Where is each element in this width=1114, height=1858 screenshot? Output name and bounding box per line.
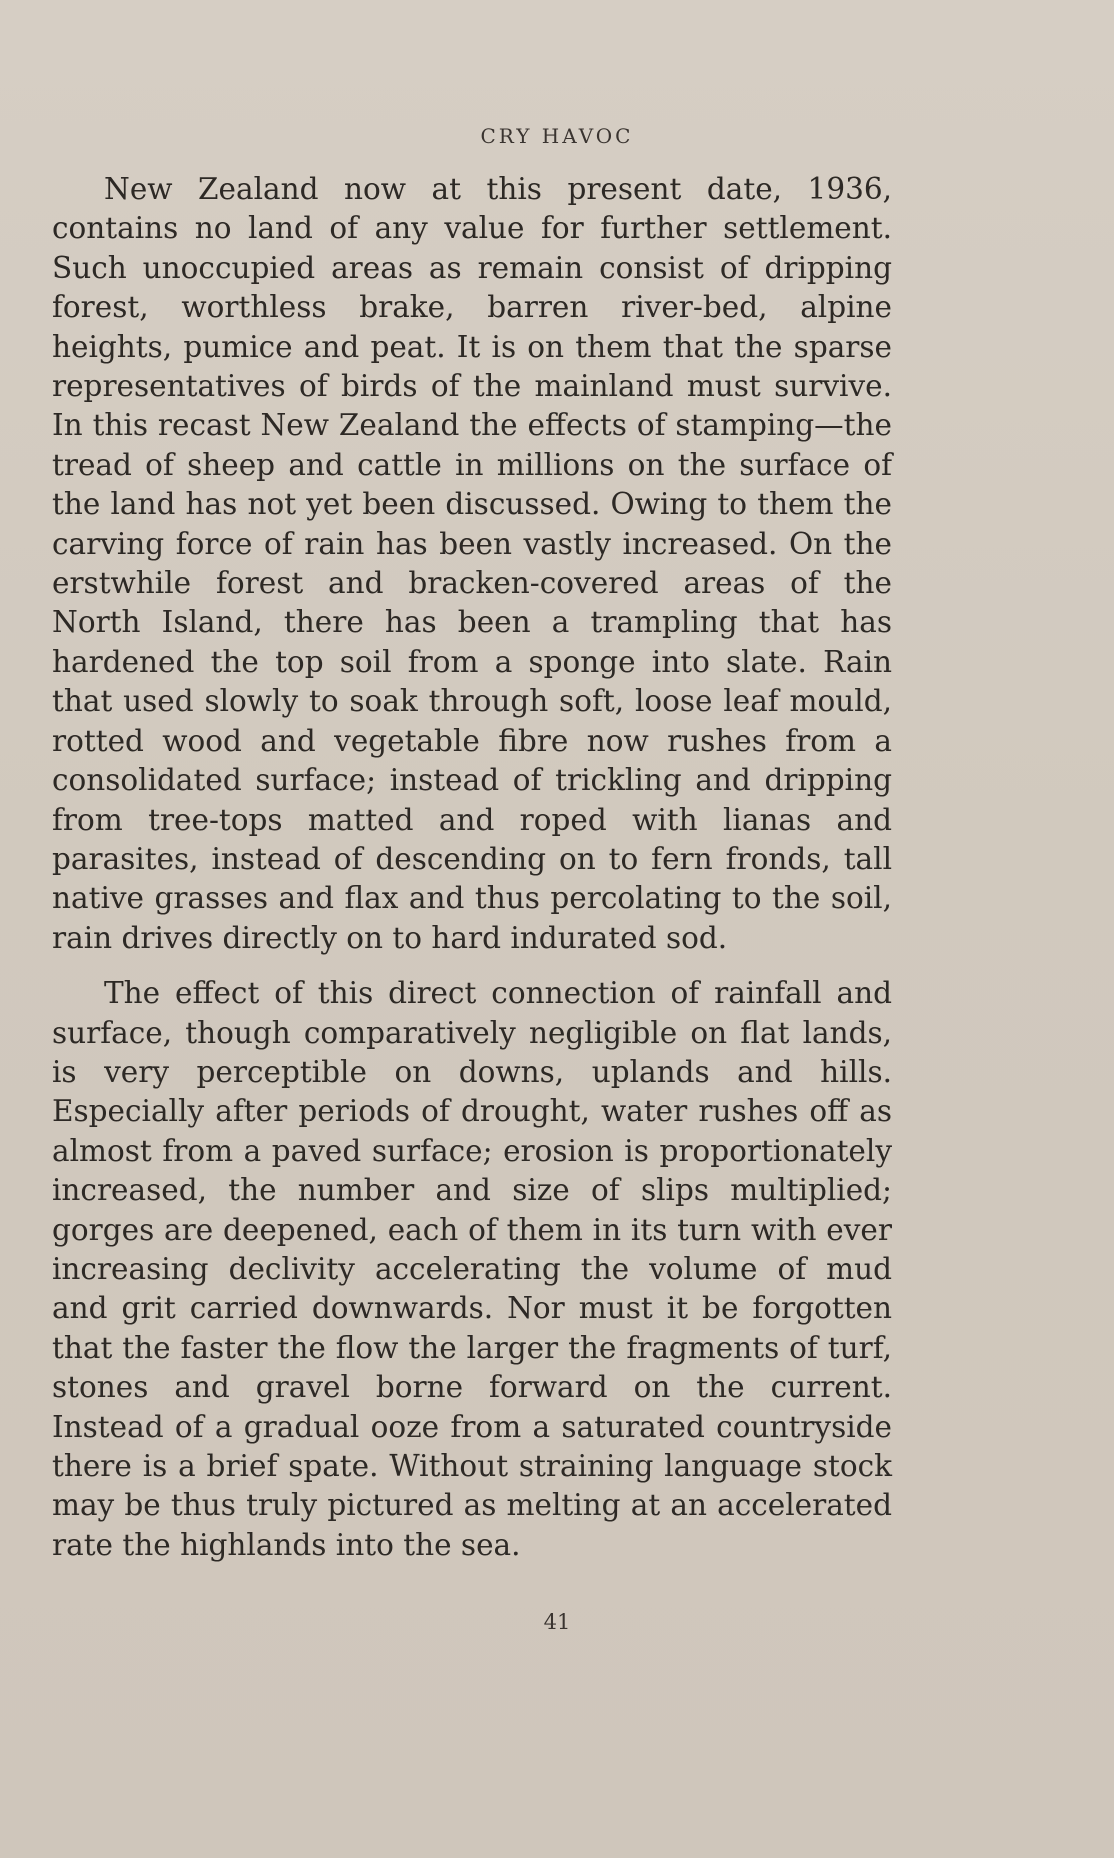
page-number: 41	[543, 1610, 571, 1634]
paragraph-2: The effect of this direct connection of rainfall and surface, though comparatively negligible on flat lands, is very perceptible on downs, uplands and hills. Especially after periods of drought, water rushes off as almost from a paved surface; erosion is proportionately increased, the number and size of slips multiplied; gorges are deepened, each of them in its turn with ever increasing declivity accelerating the volume of mud and grit carried downwards. Nor must it be forgotten that the faster the flow the larger the fragments of turf, stones and gravel borne forward on the current. Instead of a gradual ooze from a saturated countryside there is a brief spate. Without straining language stock may be thus truly pictured as melting at an accelerated rate the highlands into the sea.	[52, 976, 892, 1562]
running-head: CRY HAVOC	[480, 124, 634, 148]
paragraph-1: New Zealand now at this present date, 1936, contains no land of any value for further settlement. Such unoccupied areas as remain consist of dripping forest, worthless brake, barren river-bed, alpine heights, pumice and peat. It is on them that the sparse representatives of birds of the mainland must survive. In this recast New Zealand the effects of stamping—the tread of sheep and cattle in millions on the surface of the land has not yet been discussed. Owing to them the carving force of rain has been vastly increased. On the erstwhile forest and bracken-covered areas of the North Island, there has been a trampling that has hardened the top soil from a sponge into slate. Rain that used slowly to soak through soft, loose leaf mould, rotted wood and vegetable fibre now rushes from a consolidated surface; instead of trickling and dripping from tree-tops matted and roped with lianas and parasites, instead of descending on to fern fronds, tall native grasses and flax and thus percolating to the soil, rain drives directly on to hard indurated sod.	[52, 172, 892, 955]
body-text	[52, 170, 892, 1565]
